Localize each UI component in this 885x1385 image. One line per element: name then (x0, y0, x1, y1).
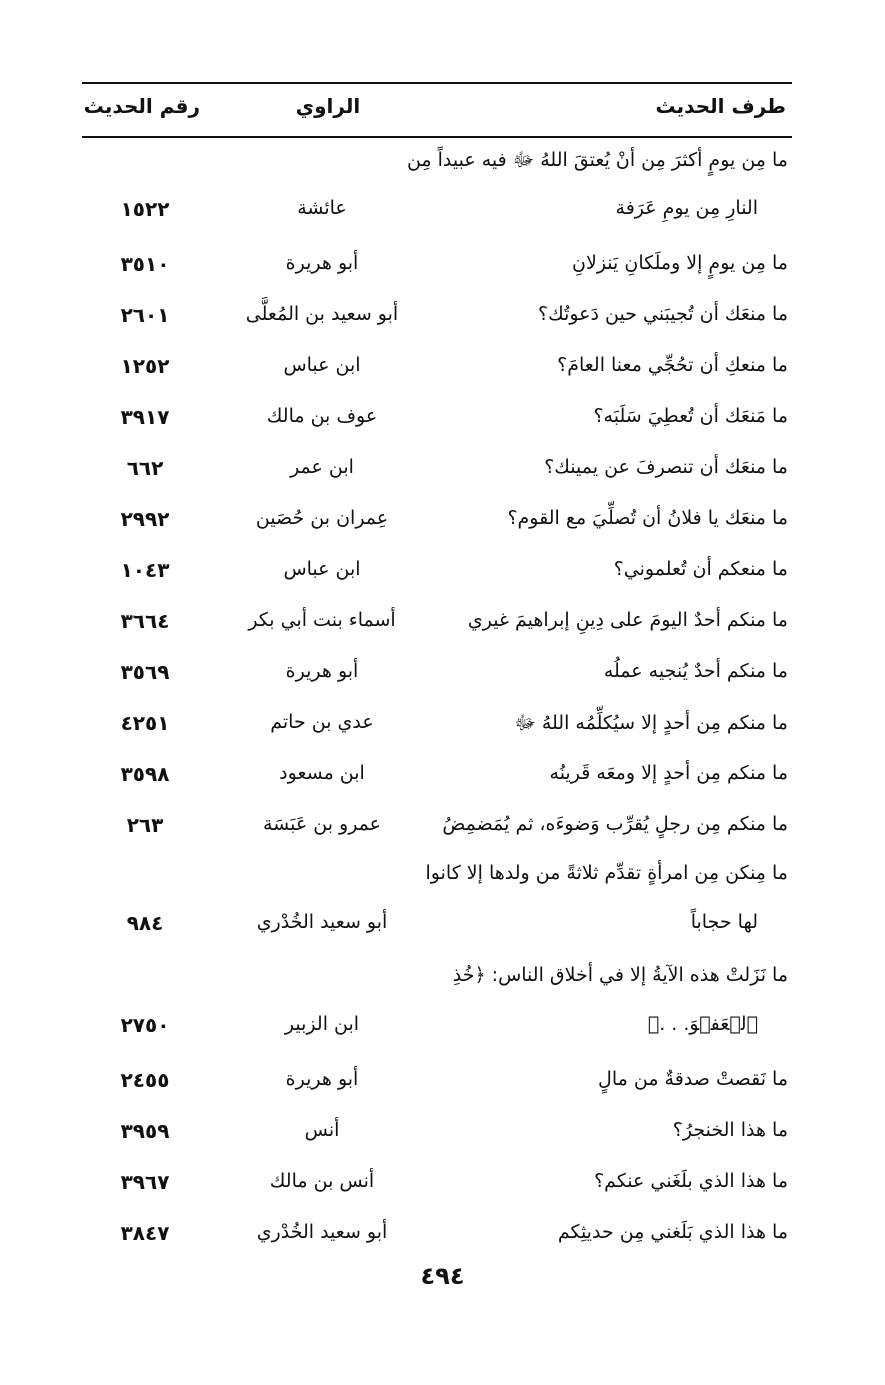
table-row (82, 1058, 792, 1109)
hadith-number: ١٠٤٣ (120, 558, 170, 582)
narrator-name: أبو سعيد بن المُعلَّى (245, 303, 399, 325)
hadith-number: ٢٦٣ (126, 813, 164, 837)
hadith-start-continuation: لها حجاباً (690, 911, 758, 933)
hadith-start-text: ما مِنكن مِن امرأةٍ تقدِّم ثلاثةً من ولدها إلا كانوا (425, 862, 788, 884)
table-row (82, 242, 792, 293)
table-row (82, 497, 792, 548)
narrator-name: أنس بن مالك (269, 1170, 375, 1192)
hadith-start-text: ما منكم أحدٌ اليومَ على دِينِ إبراهيمَ غيري (467, 609, 788, 631)
table-row (82, 752, 792, 803)
hadith-start-text: ما مِن يومٍ إلا وملَكانِ يَنزلانِ (572, 252, 788, 274)
hadith-start-text: ما نَزَلتْ هذه الآيةُ إلا في أخلاق الناس: ﴿خُذِ (452, 964, 788, 986)
table-row (82, 446, 792, 497)
hadith-index-list (82, 140, 792, 1262)
hadith-start-text: ما هذا الخنجرُ؟ (672, 1119, 788, 1141)
hadith-number: ٢٧٥٠ (120, 1013, 170, 1037)
table-row (82, 293, 792, 344)
narrator-name: أبو سعيد الخُدْري (256, 1221, 388, 1243)
hadith-start-continuation: ٱلۡعَفۡوَ. . .﴾ (647, 1013, 758, 1035)
hadith-start-text: ما نَقصتْ صدقةٌ من مالٍ (598, 1068, 788, 1090)
narrator-name: ابن عمر (290, 456, 354, 478)
hadith-number: ٣٦٦٤ (120, 609, 170, 633)
table-row (82, 344, 792, 395)
narrator-name: ابن الزبير (284, 1013, 360, 1035)
hadith-number: ٢٦٠١ (120, 303, 170, 327)
hadith-number: ٣٥٦٩ (120, 660, 170, 684)
hadith-start-text: ما مَنعَك أن تُعطِيَ سَلَبَه؟ (593, 405, 788, 427)
hadith-start-text: ما منكم مِن أحدٍ إلا ومعَه قَرينُه (549, 762, 788, 784)
table-row (82, 803, 792, 854)
narrator-name: أبو سعيد الخُدْري (256, 911, 388, 933)
hadith-number: ٣٥٩٨ (120, 762, 170, 786)
narrator-name: ابن عباس (283, 558, 361, 580)
hadith-number: ٣٨٤٧ (120, 1221, 170, 1245)
narrator-name: أنس (304, 1119, 340, 1141)
hadith-number: ١٥٢٢ (120, 197, 170, 221)
hadith-start-text: ما منعكم أن تُعلموني؟ (613, 558, 788, 580)
hadith-number: ٣٩٦٧ (120, 1170, 170, 1194)
narrator-name: عدي بن حاتم (270, 711, 374, 733)
table-row (82, 140, 792, 242)
narrator-name: عِمران بن حُصَين (255, 507, 389, 529)
narrator-name: أبو هريرة (285, 660, 359, 682)
table-row (82, 1109, 792, 1160)
table-row (82, 599, 792, 650)
narrator-name: عائشة (297, 197, 347, 219)
table-row (82, 1160, 792, 1211)
hadith-start-text: ما منعَك أن تنصرفَ عن يمينك؟ (544, 456, 788, 478)
hadith-start-text: ما هذا الذي بَلَغني مِن حديثِكم (557, 1221, 788, 1243)
hadith-start-text: ما هذا الذي بلَغَني عنكم؟ (594, 1170, 788, 1192)
narrator-name: أبو هريرة (285, 252, 359, 274)
header-narrator: الراوي (295, 94, 361, 118)
table-row (82, 701, 792, 752)
hadith-start-text: ما منكم أحدٌ يُنجيه عملُه (603, 660, 788, 682)
hadith-start-text: ما مِن يومٍ أكثرَ مِن أنْ يُعتقَ اللهُ ﷻ فيه عبيداً مِن (406, 149, 788, 171)
hadith-number: ١٢٥٢ (120, 354, 170, 378)
hadith-number: ٢٤٥٥ (120, 1068, 170, 1092)
table-row (82, 854, 792, 956)
narrator-name: أسماء بنت أبي بكر (248, 609, 396, 631)
header-hadith-start: طرف الحديث (655, 94, 786, 118)
narrator-name: ابن عباس (283, 354, 361, 376)
hadith-number: ٣٩٥٩ (120, 1119, 170, 1143)
table-row (82, 548, 792, 599)
narrator-name: ابن مسعود (279, 762, 365, 784)
page-number: ٤٩٤ (420, 1262, 465, 1290)
hadith-start-text: ما منكم مِن رجلٍ يُقرِّب وَضوءَه، ثم يُمَضمِضُ (442, 813, 788, 835)
hadith-start-continuation: النارِ مِن يومِ عَرَفة (615, 197, 758, 219)
table-row (82, 650, 792, 701)
hadith-start-text: ما منكم مِن أحدٍ إلا سيُكلِّمُه اللهُ ﷻ (514, 712, 788, 734)
hadith-number: ٤٢٥١ (120, 711, 170, 735)
table-row (82, 1211, 792, 1262)
hadith-number: ٣٩١٧ (120, 405, 170, 429)
narrator-name: أبو هريرة (285, 1068, 359, 1090)
narrator-name: عمرو بن عَبَسَة (262, 813, 382, 835)
hadith-number: ٢٩٩٢ (120, 507, 170, 531)
hadith-number: ٣٥١٠ (120, 252, 170, 276)
hadith-number: ٦٦٢ (126, 456, 164, 480)
table-header (82, 82, 792, 138)
table-row (82, 395, 792, 446)
header-hadith-number: رقم الحديث (83, 94, 200, 118)
hadith-start-text: ما منعَك يا فلانُ أن تُصلِّيَ مع القوم؟ (507, 507, 788, 529)
narrator-name: عوف بن مالك (266, 405, 378, 427)
table-row (82, 956, 792, 1058)
hadith-start-text: ما منعَك أن تُجيبَني حين دَعوتُك؟ (537, 303, 788, 325)
hadith-start-text: ما منعكِ أن تحُجِّي معنا العامَ؟ (557, 354, 788, 376)
hadith-number: ٩٨٤ (126, 911, 164, 935)
